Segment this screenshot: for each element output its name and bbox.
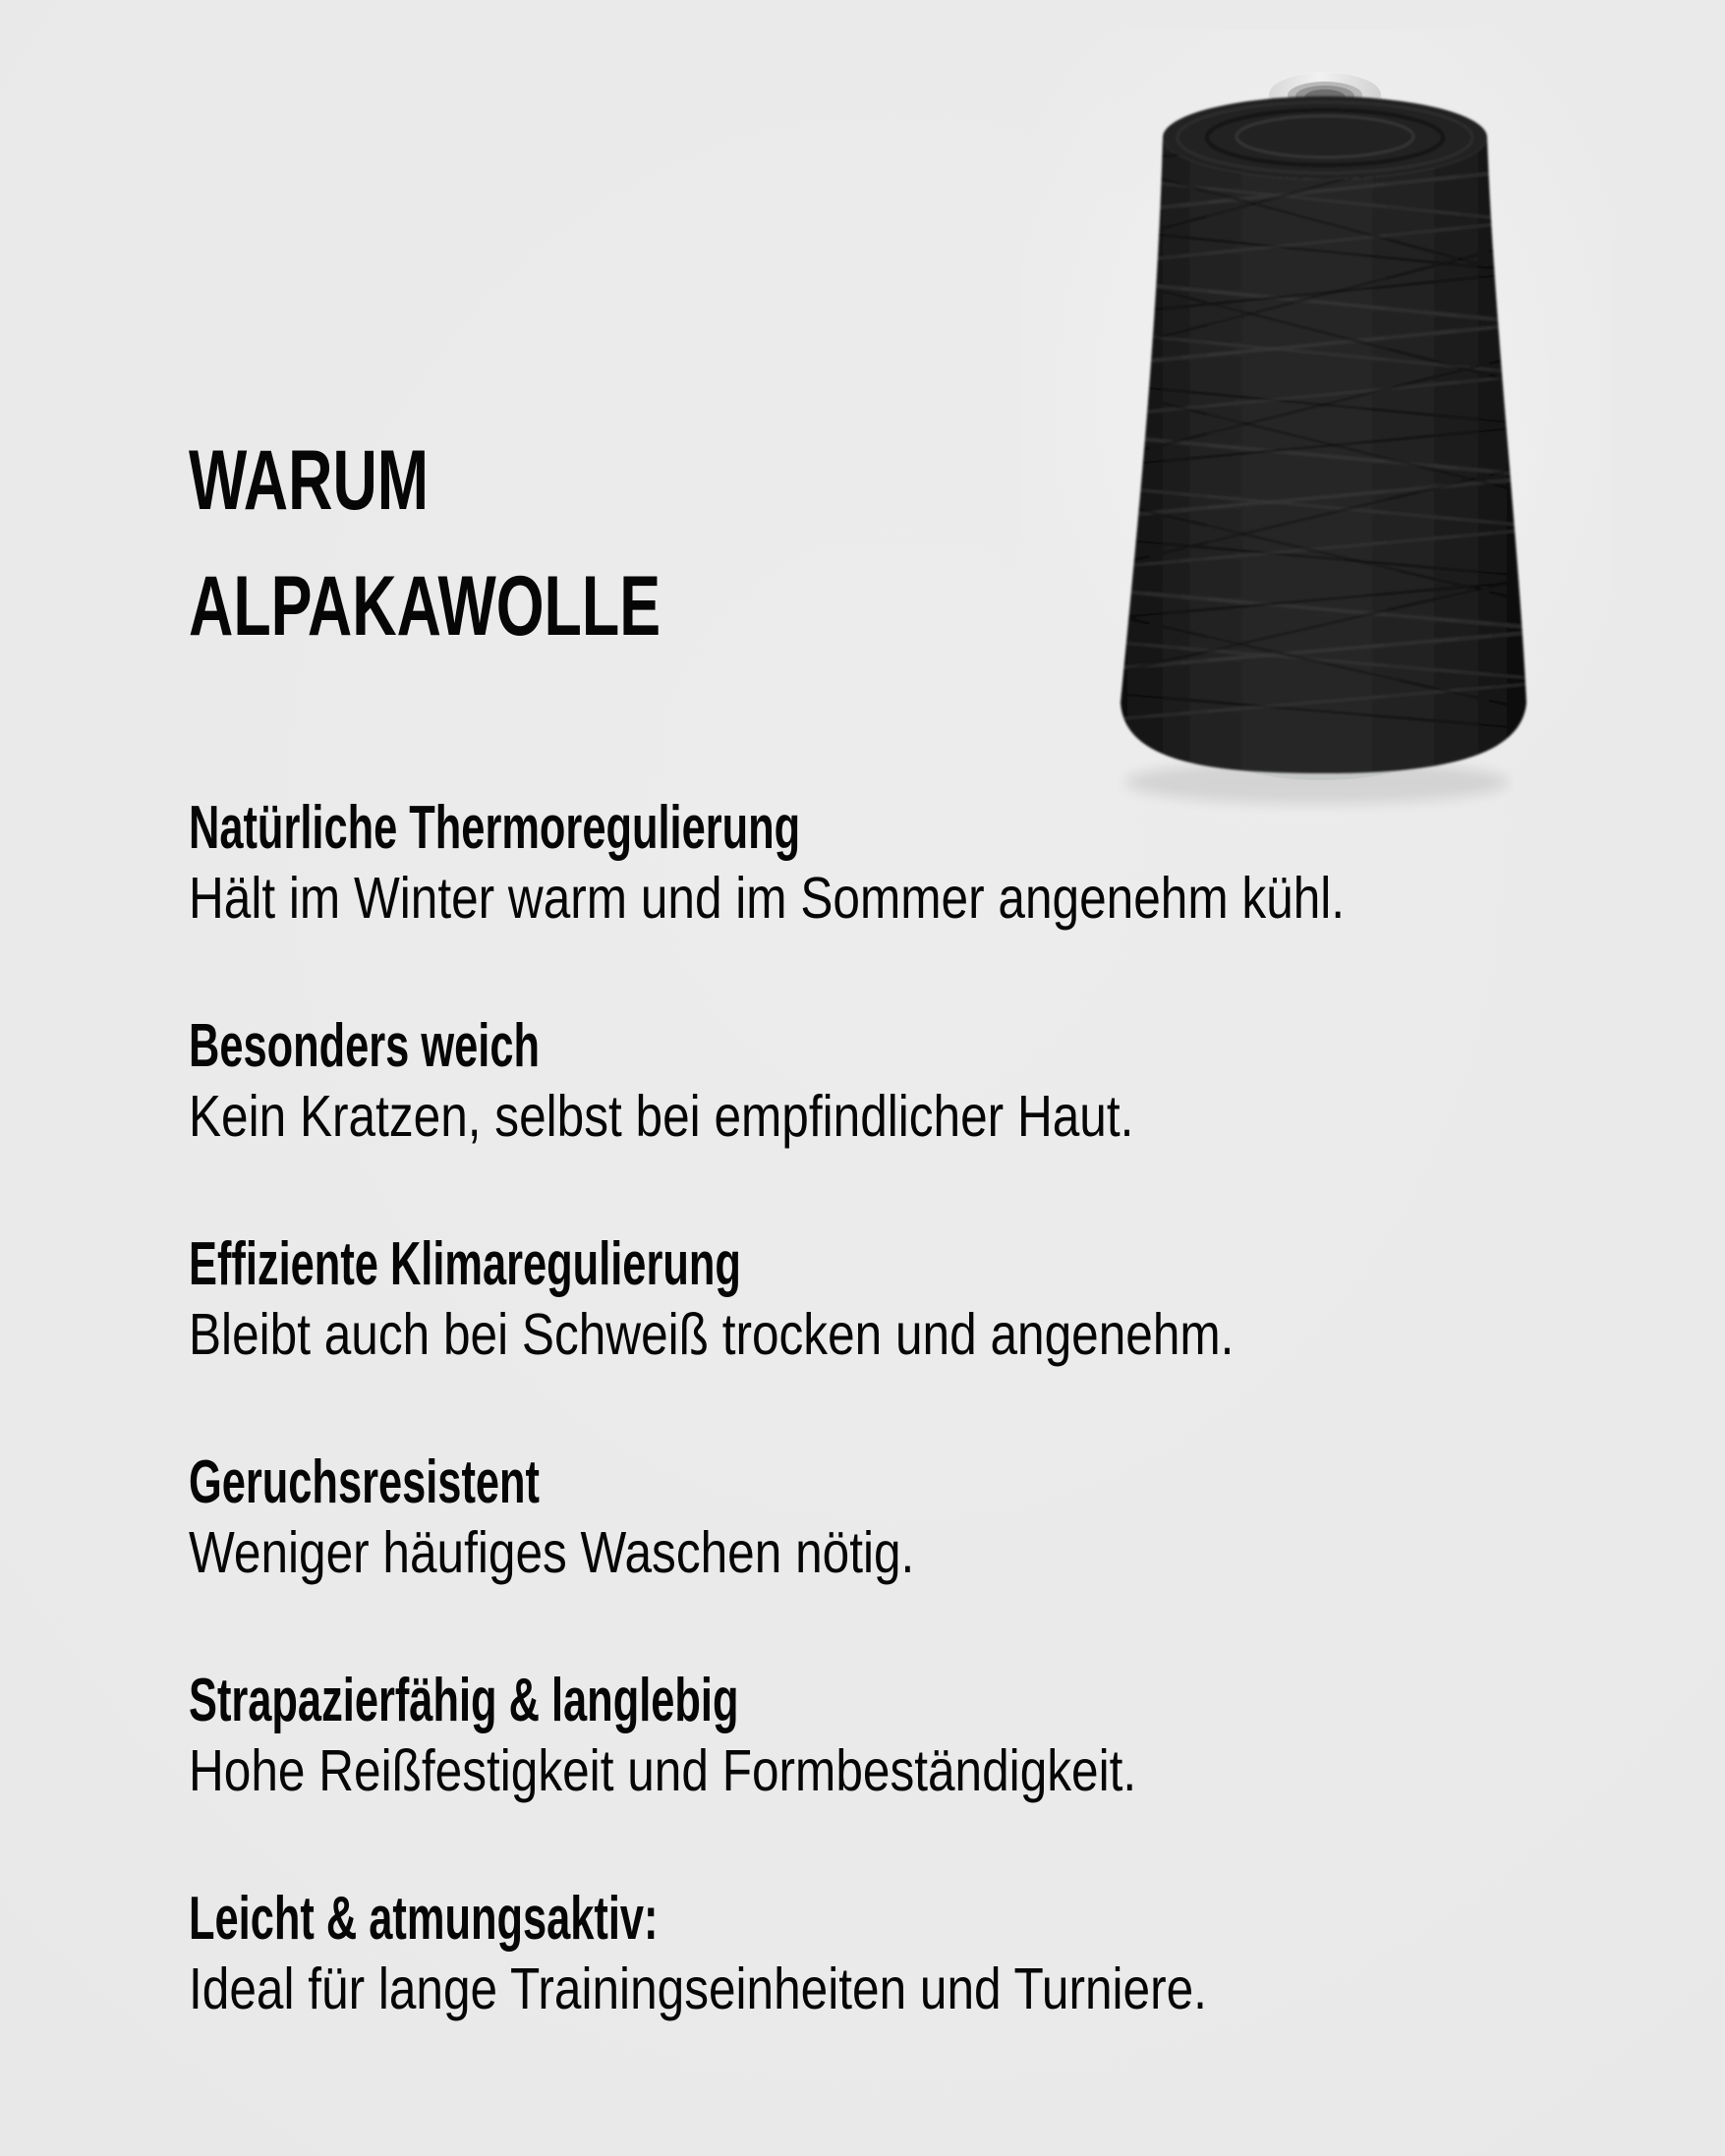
yarn-cone-svg	[1022, 29, 1612, 835]
feature-description: Hohe Reißfestigkeit und Formbeständigkeit.	[189, 1738, 1137, 1803]
feature-description: Weniger häufiges Waschen nötig.	[189, 1520, 915, 1585]
yarn-body	[1114, 96, 1534, 773]
feature-item	[189, 1011, 1565, 1151]
page-title	[189, 418, 661, 669]
feature-item	[189, 1666, 1565, 1805]
feature-description: Kein Kratzen, selbst bei empfindlicher Haut.	[189, 1084, 1134, 1149]
feature-title: Effiziente Klimaregulierung	[189, 1230, 741, 1298]
feature-description: Bleibt auch bei Schweiß trocken und angenehm.	[189, 1302, 1235, 1367]
feature-title: Geruchsresistent	[189, 1448, 540, 1516]
feature-item	[189, 1447, 1565, 1587]
feature-title: Strapazierfähig & langlebig	[189, 1667, 739, 1734]
feature-title: Natürliche Thermoregulierung	[189, 794, 801, 862]
feature-title: Leicht & atmungsaktiv:	[189, 1885, 659, 1953]
feature-title: Besonders weich	[189, 1012, 540, 1080]
feature-description: Hält im Winter warm und im Sommer angenehm kühl.	[189, 866, 1346, 931]
feature-description: Ideal für lange Trainingseinheiten und Turniere.	[189, 1957, 1207, 2021]
feature-item	[189, 1229, 1565, 1369]
page-title-line2: ALPAKAWOLLE	[189, 559, 661, 653]
feature-list	[189, 793, 1565, 2102]
page-title-line1: WARUM	[189, 433, 430, 528]
feature-item	[189, 1884, 1565, 2023]
yarn-cone-image	[1022, 29, 1612, 835]
